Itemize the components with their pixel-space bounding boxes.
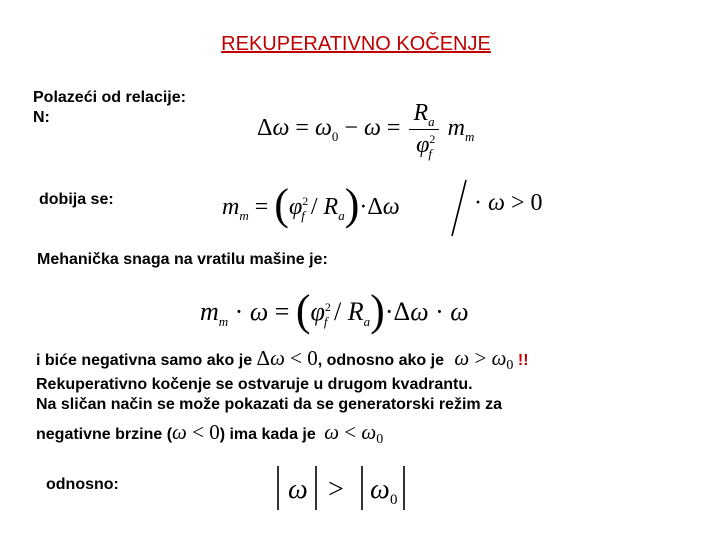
- negative-condition-text: i biće negativna samo ako je: [36, 352, 253, 369]
- exclamation-mark: !!: [517, 352, 529, 369]
- svg-text:ω: ω: [370, 474, 390, 505]
- divider-slash: [448, 178, 470, 238]
- odnosno-text: odnosno:: [46, 476, 119, 493]
- equation-speed-drop: $\Delta\omega = \omega_0 - \omega$ = $\frac{R_a}{\varphi^2_f}$ $m_m$: [257, 100, 475, 161]
- svg-text:>: >: [328, 474, 344, 505]
- generator-text: Na sličan način se može pokazati da se generatorski režim za: [36, 396, 502, 413]
- omega-negative: ω < 0: [172, 420, 220, 444]
- omega-less-omega0: ω < ω0: [324, 420, 384, 447]
- derived-text: dobija se:: [39, 191, 114, 208]
- svg-text:ω: ω: [288, 474, 308, 505]
- svg-text:0: 0: [390, 492, 398, 508]
- negative-speed-line: [36, 422, 383, 446]
- equation-torque: $m_m = (\varphi^2_f / R_a)\cdot\Delta\omega$: [222, 180, 400, 229]
- power-text: Mehanička snaga na vratilu mašine je:: [37, 251, 328, 268]
- omega-greater-omega0: ω > ω0: [454, 346, 514, 373]
- delta-omega-negative: Δω < 0: [256, 346, 318, 370]
- otherwise-text: , odnosno ako je: [317, 352, 444, 369]
- equation-multiply-omega: · ω > 0: [474, 190, 543, 216]
- quadrant-text: Rekuperativno kočenje se ostvaruje u drugom kvadrantu.: [36, 376, 473, 393]
- page-title: REKUPERATIVNO KOČENJE: [221, 33, 491, 55]
- when-text: ) ima kada je: [219, 426, 316, 443]
- intro-text-1: Polazeći od relacije:: [33, 89, 186, 106]
- equation-power: $m_m \cdot \omega = (\varphi^2_f / R_a)\cdot\Delta\omega \cdot \omega$: [200, 286, 469, 335]
- negative-speed-text: negativne brzine (: [36, 426, 173, 443]
- equation-abs-compare: [270, 462, 440, 514]
- intro-text-2: N:: [33, 109, 50, 126]
- negative-condition-line: [36, 348, 529, 372]
